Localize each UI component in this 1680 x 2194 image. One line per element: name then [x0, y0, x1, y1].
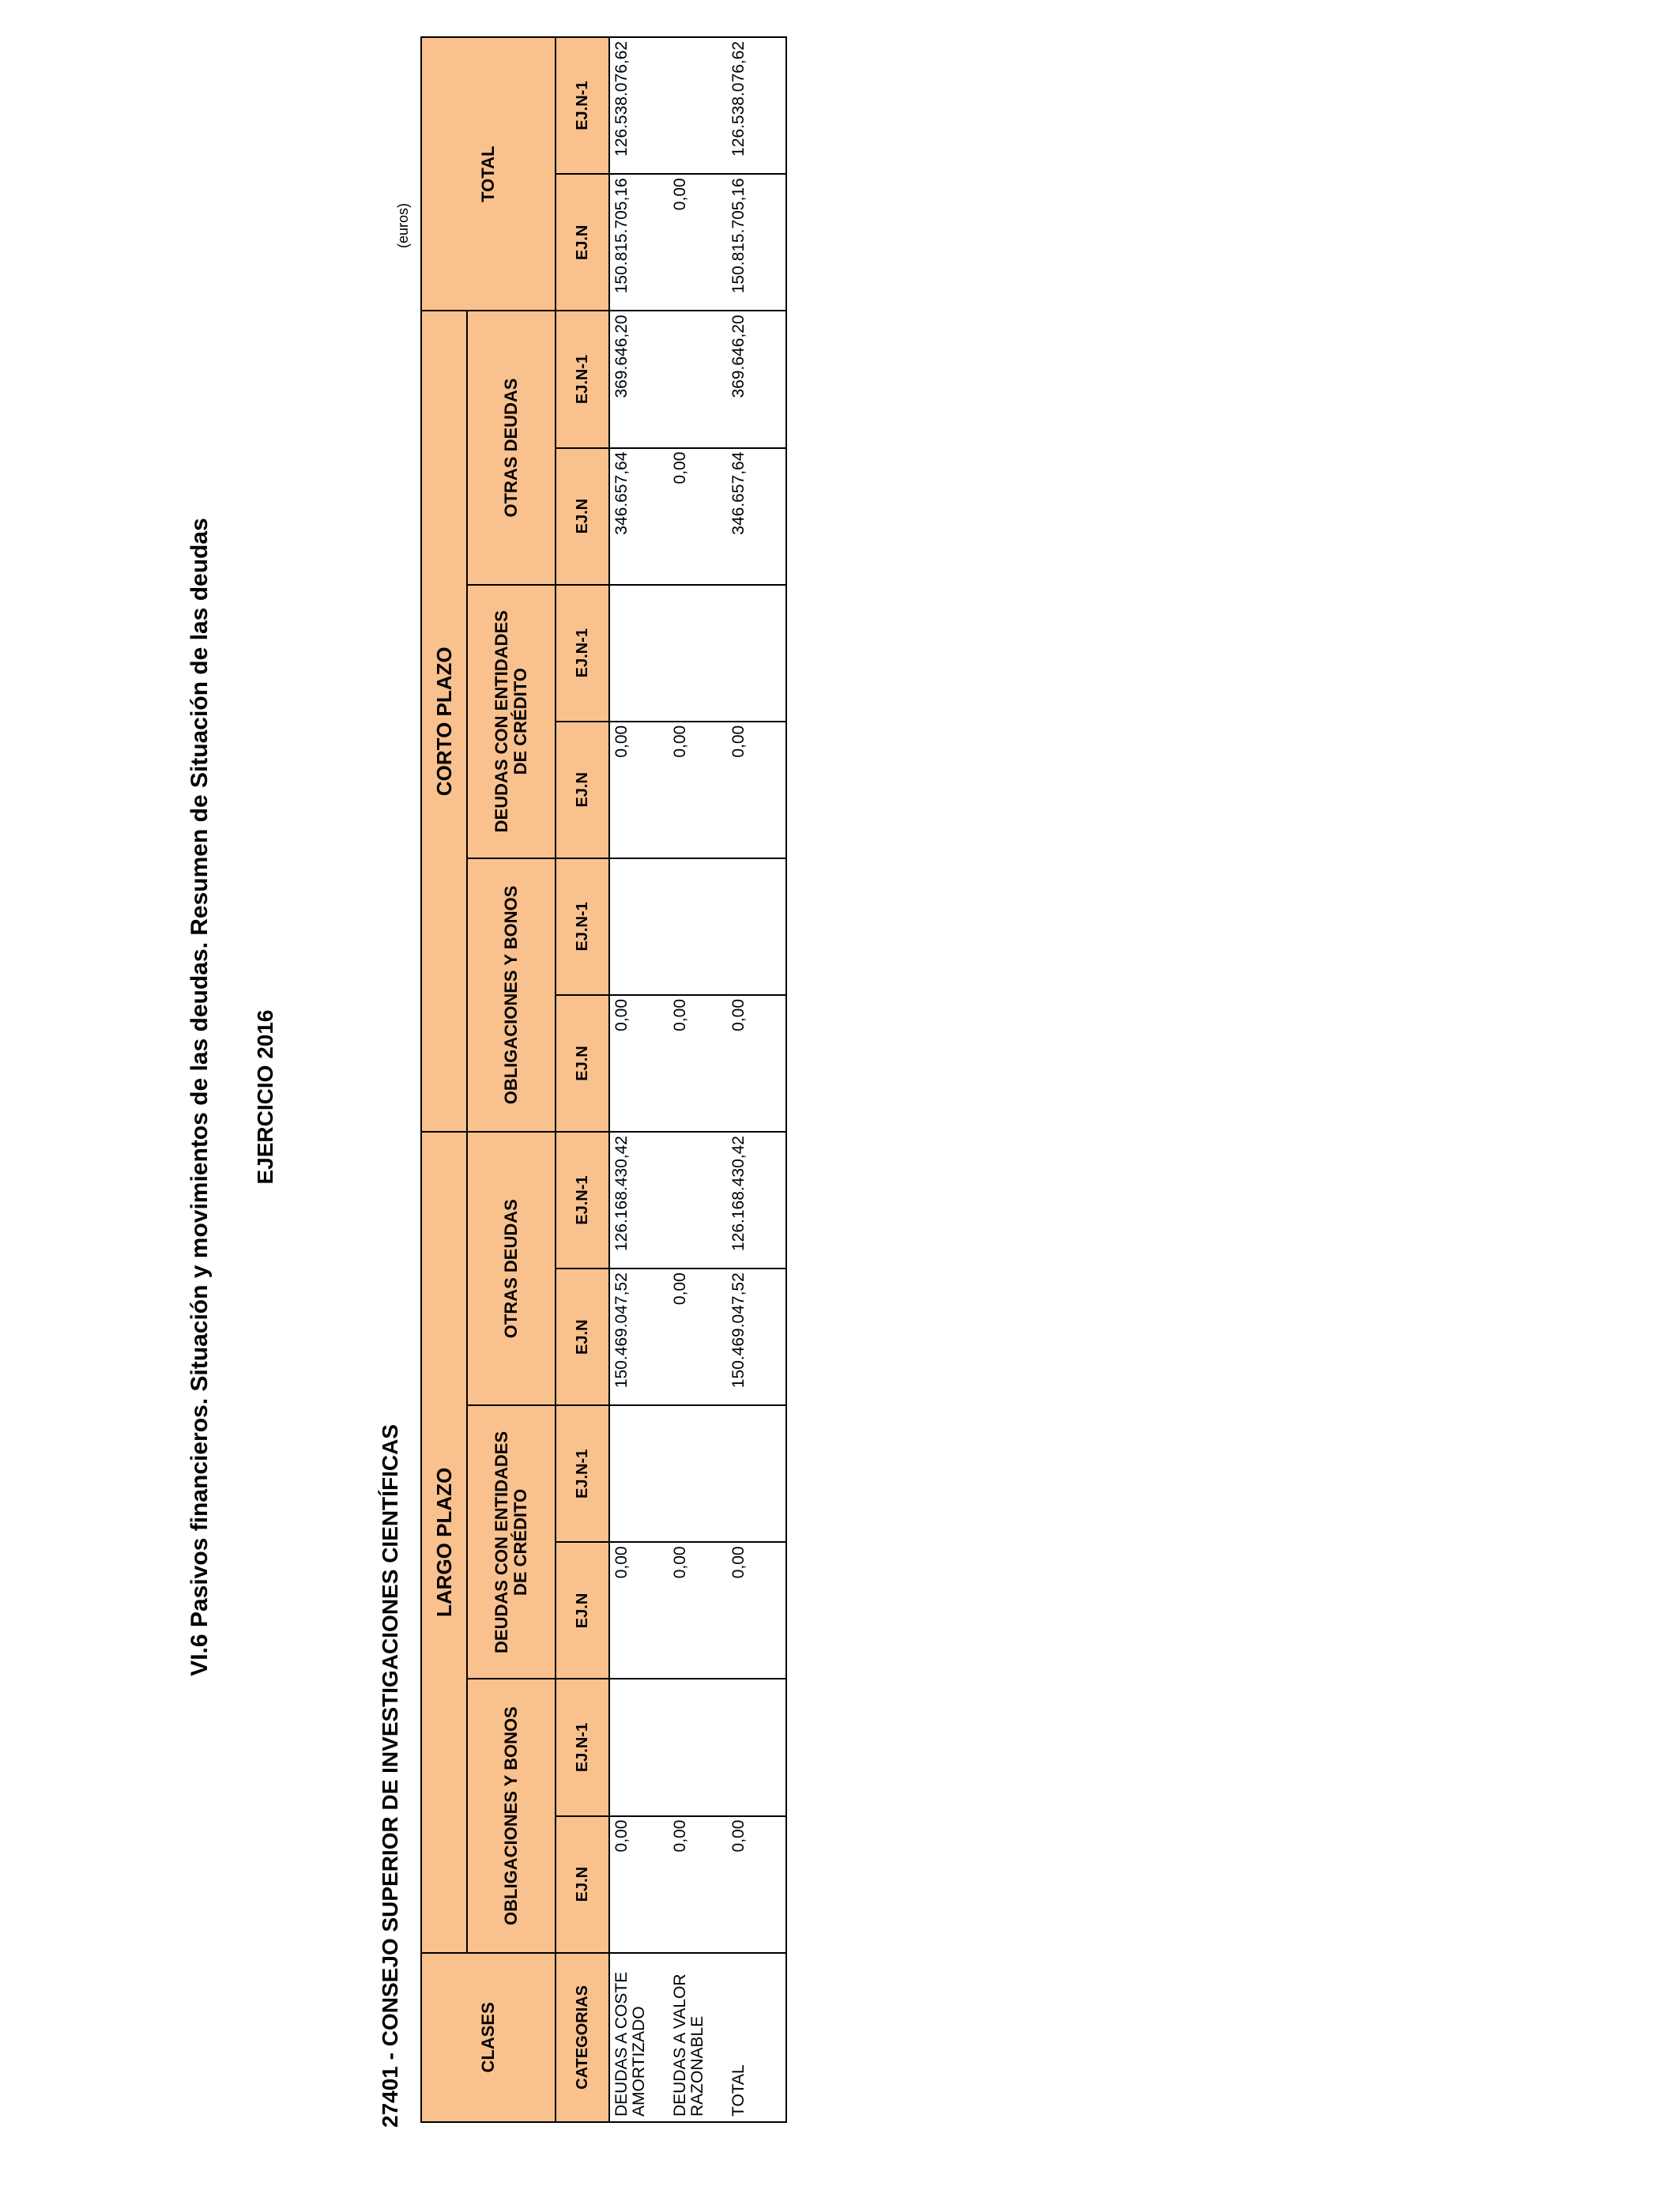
col-header-n1: EJ.N-1: [556, 585, 609, 722]
cell: 0,00: [727, 1542, 786, 1679]
cell: 0,00: [669, 995, 727, 1132]
cell: 369.646,20: [609, 311, 669, 447]
categorias-header: CATEGORIAS: [556, 1953, 609, 2122]
col-header-n: EJ.N: [556, 1269, 609, 1405]
entity-name: 27401 - CONSEJO SUPERIOR DE INVESTIGACIONES CIENTÍFICAS: [378, 1424, 402, 2128]
col-header-n: EJ.N: [556, 1816, 609, 1953]
cell: 150.815.705,16: [609, 174, 669, 311]
row-label: DEUDAS A VALOR RAZONABLE: [669, 1953, 727, 2122]
debt-summary-table: [420, 36, 787, 2123]
lp-entidades-header: DEUDAS CON ENTIDADES DE CRÉDITO: [467, 1405, 556, 1679]
cell: [669, 37, 727, 174]
cell: [609, 1679, 669, 1816]
cell: 150.469.047,52: [727, 1269, 786, 1405]
cell: 0,00: [609, 995, 669, 1132]
cell: [727, 1679, 786, 1816]
col-header-n1: EJ.N-1: [556, 1679, 609, 1816]
clases-header: CLASES: [421, 1953, 556, 2122]
cell: 0,00: [669, 1542, 727, 1679]
cell: [609, 858, 669, 995]
col-header-n: EJ.N: [556, 995, 609, 1132]
cell: 0,00: [609, 1816, 669, 1953]
fiscal-year: EJERCICIO 2016: [253, 1009, 277, 1185]
cell: 346.657,64: [727, 448, 786, 585]
col-header-n: EJ.N: [556, 448, 609, 585]
cell: 0,00: [727, 1816, 786, 1953]
col-header-n1: EJ.N-1: [556, 1132, 609, 1269]
table-row: [669, 37, 727, 2122]
col-header-n1: EJ.N-1: [556, 37, 609, 174]
cell: 126.168.430,42: [609, 1132, 669, 1269]
lp-otras-header: OTRAS DEUDAS: [467, 1132, 556, 1405]
corto-plazo-header: CORTO PLAZO: [421, 311, 467, 1132]
cell: 150.815.705,16: [727, 174, 786, 311]
col-header-n1: EJ.N-1: [556, 1405, 609, 1542]
cell: 369.646,20: [727, 311, 786, 447]
currency-unit: (euros): [395, 202, 411, 248]
col-header-n1: EJ.N-1: [556, 311, 609, 447]
cp-entidades-header: DEUDAS CON ENTIDADES DE CRÉDITO: [467, 585, 556, 858]
cell: 346.657,64: [609, 448, 669, 585]
cell: 0,00: [669, 1269, 727, 1405]
cell: 126.168.430,42: [727, 1132, 786, 1269]
cell: 126.538.076,62: [727, 37, 786, 174]
cell: 0,00: [669, 448, 727, 585]
cell: [669, 311, 727, 447]
cell: 0,00: [727, 995, 786, 1132]
cell: 0,00: [669, 174, 727, 311]
cell: 0,00: [669, 1816, 727, 1953]
table-row: [609, 37, 669, 2122]
col-header-n: EJ.N: [556, 174, 609, 311]
cell: 0,00: [609, 722, 669, 858]
total-header: TOTAL: [421, 37, 556, 311]
row-label: DEUDAS A COSTE AMORTIZADO: [609, 1953, 669, 2122]
cell: 150.469.047,52: [609, 1269, 669, 1405]
col-header-n1: EJ.N-1: [556, 858, 609, 995]
largo-plazo-header: LARGO PLAZO: [421, 1132, 467, 1953]
lp-obligaciones-header: OBLIGACIONES Y BONOS: [467, 1679, 556, 1953]
row-label: TOTAL: [727, 1953, 786, 2122]
cp-obligaciones-header: OBLIGACIONES Y BONOS: [467, 858, 556, 1132]
cp-otras-header: OTRAS DEUDAS: [467, 311, 556, 584]
cell: [609, 1405, 669, 1542]
cell: [727, 585, 786, 722]
cell: [669, 585, 727, 722]
cell: 126.538.076,62: [609, 37, 669, 174]
cell: 0,00: [669, 722, 727, 858]
col-header-n: EJ.N: [556, 722, 609, 858]
cell: [609, 585, 669, 722]
page-title: VI.6 Pasivos financieros. Situación y movimientos de las deudas. Resumen de Situación de las deudas: [186, 518, 213, 1676]
cell: [669, 858, 727, 995]
cell: 0,00: [609, 1542, 669, 1679]
table-row-total: [727, 37, 786, 2122]
cell: 0,00: [727, 722, 786, 858]
cell: [669, 1679, 727, 1816]
cell: [727, 858, 786, 995]
col-header-n: EJ.N: [556, 1542, 609, 1679]
cell: [669, 1132, 727, 1269]
cell: [727, 1405, 786, 1542]
cell: [669, 1405, 727, 1542]
